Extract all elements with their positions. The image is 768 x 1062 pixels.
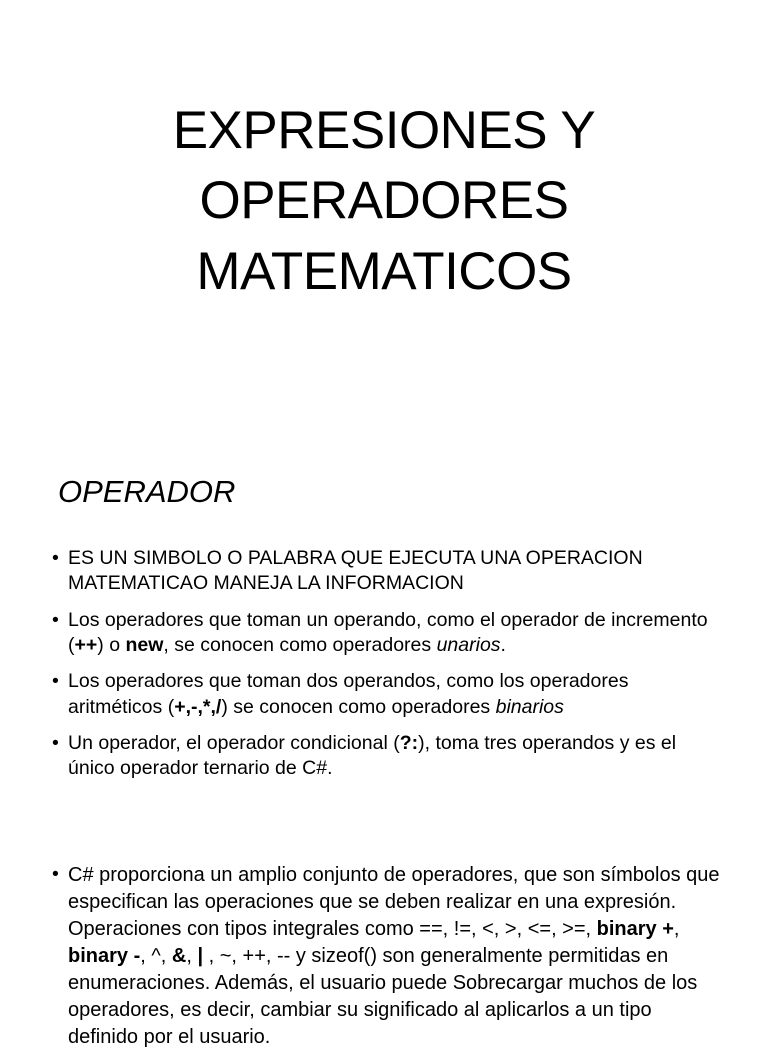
bullet-list-lower <box>52 862 724 1062</box>
bullet-text-3: Un operador, el operador condicional (?:), toma tres operandos y es el único operador ternario de C#. <box>68 732 677 780</box>
list-item <box>52 546 720 597</box>
list-item <box>52 862 724 1051</box>
title-line-3: MATEMATICOS <box>196 241 572 301</box>
list-item <box>52 608 720 659</box>
bullet-list <box>52 546 720 793</box>
bullet-text-1: Los operadores que toman un operando, como el operador de incremento (++) o new, se conocen como operadores unarios. <box>68 608 708 657</box>
bullet-marker: • <box>52 547 59 569</box>
title-line-1: EXPRESIONES Y <box>172 101 596 160</box>
bullet-text-0: ES UN SIMBOLO O PALABRA QUE EJECUTA UNA OPERACION MATEMATICAO MANEJA LA INFORMACION <box>68 547 643 595</box>
bullet-marker: • <box>52 670 59 693</box>
section-heading: OPERADOR <box>58 474 236 509</box>
slide-title <box>60 96 708 307</box>
title-line-2: OPERADORES <box>199 171 569 231</box>
bullet-text-lower-0: C# proporciona un amplio conjunto de operadores, que son símbolos que especifican las operaciones que se deben realizar en una expresión. Operaciones con tipos integrales como ==, !=, <, >, <=, >=, binary +, binary -, ^, &, | , ~, ++, -- y sizeof() son generalmente permitidas en enumeraciones. Además, el usuario puede Sobrecargar muchos de los operadores, es decir, cambiar su significado al aplicarlos a un tipo definido por el usuario. <box>68 864 720 1048</box>
bullet-marker: • <box>52 732 59 755</box>
list-item <box>52 669 720 720</box>
bullet-marker: • <box>52 863 59 885</box>
list-item <box>52 731 720 782</box>
bullet-text-2: Los operadores que toman dos operandos, como los operadores aritméticos (+,-,*,/) se conocen como operadores binarios <box>68 670 629 718</box>
bullet-marker: • <box>52 608 59 631</box>
